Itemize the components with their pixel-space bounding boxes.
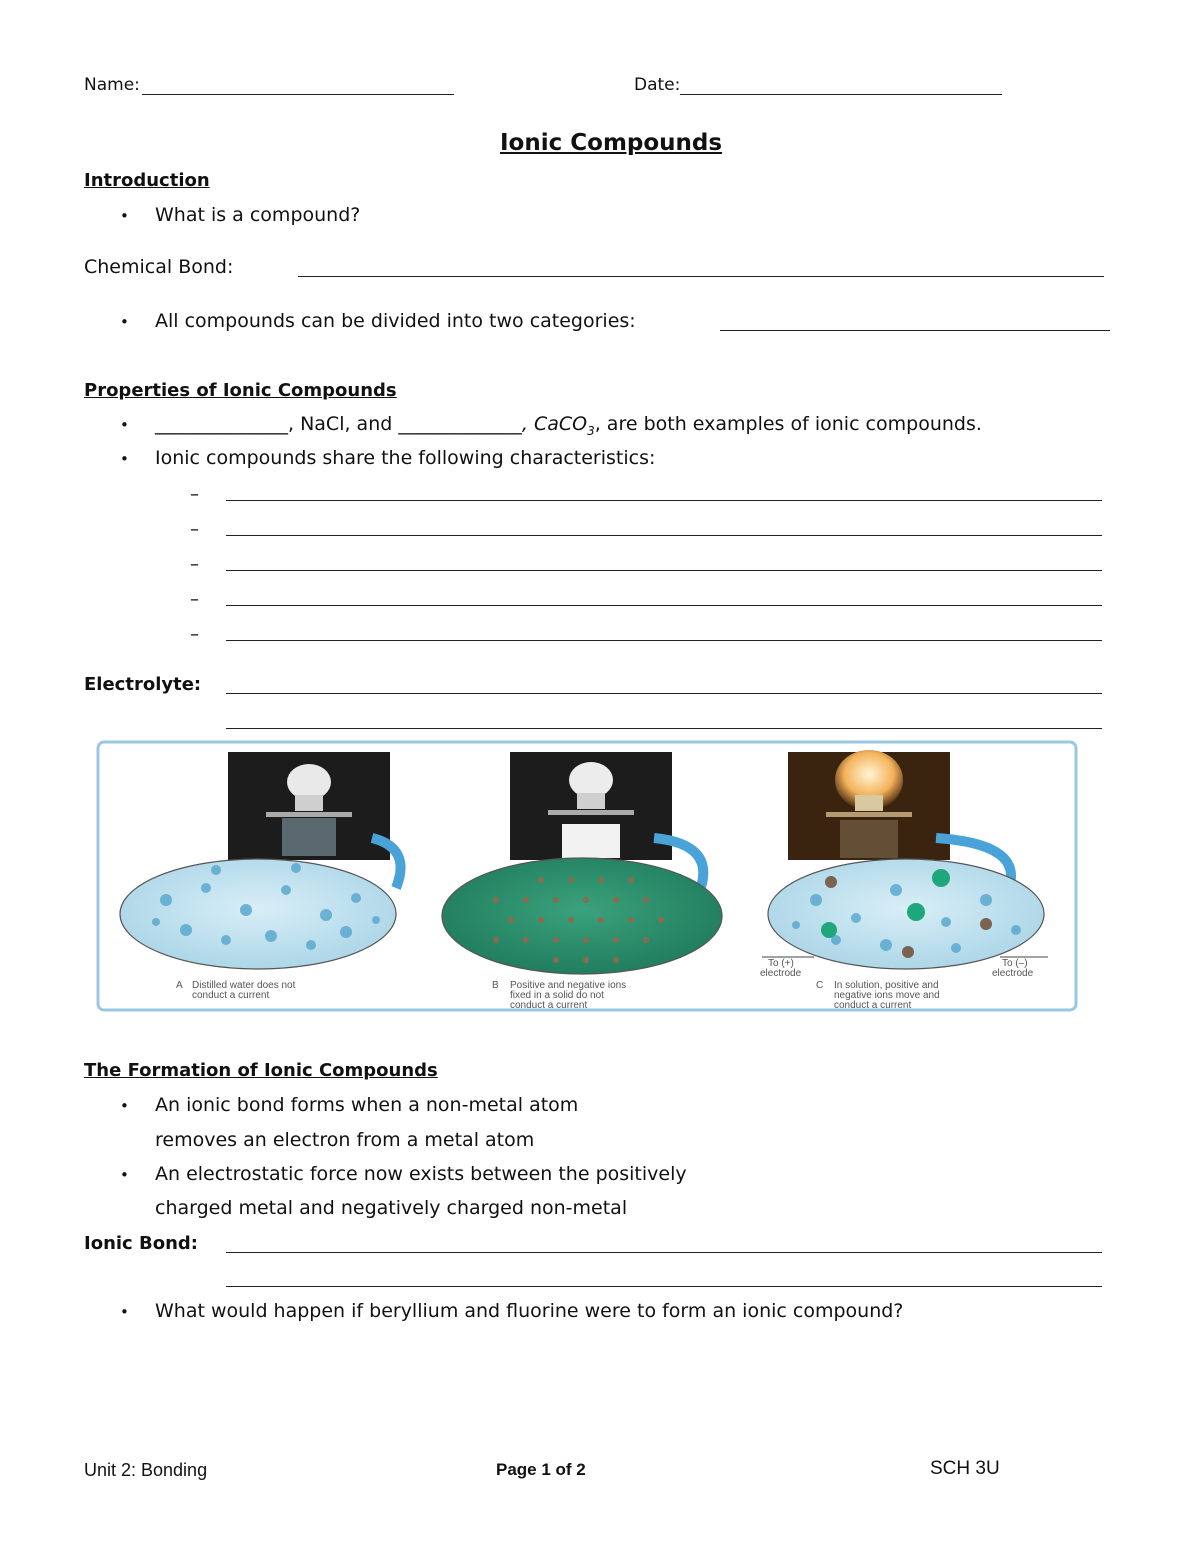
dash-icon: – [190, 554, 199, 575]
date-field[interactable] [680, 94, 1002, 95]
dash-icon: – [190, 589, 199, 610]
name-label: Name: [84, 75, 140, 95]
characteristics-text: Ionic compounds share the following characteristics: [155, 447, 656, 469]
formation-bullet2-line2: charged metal and negatively charged non-metal [155, 1197, 628, 1219]
footer-page: Page 1 of 2 [496, 1460, 586, 1479]
ionic-bond-blank[interactable] [226, 1252, 1102, 1253]
formation-bullet1-line2: removes an electron from a metal atom [155, 1129, 535, 1151]
electrolyte-blank[interactable] [226, 693, 1102, 694]
footer-course: SCH 3U [930, 1458, 1000, 1479]
formation-bullet2-line1: An electrostatic force now exists between the positively [155, 1163, 687, 1185]
properties-heading: Properties of Ionic Compounds [84, 380, 397, 401]
caption-b-line3: conduct a current [510, 1000, 588, 1011]
beryllium-question: What would happen if beryllium and fluorine were to form an ionic compound? [155, 1300, 904, 1322]
introduction-heading: Introduction [84, 170, 210, 191]
caption-a-line2: conduct a current [192, 990, 270, 1001]
dash-icon: – [190, 519, 199, 540]
caption-a-line1: Distilled water does not [192, 980, 296, 991]
date-label: Date: [634, 75, 681, 95]
bullet-icon: • [120, 450, 129, 468]
example-text-1: , NaCl, and [288, 413, 399, 435]
dash-icon: – [190, 484, 199, 505]
electrolyte-label: Electrolyte: [84, 674, 202, 695]
formation-bullet1-line1: An ionic bond forms when a non-metal atom [155, 1094, 579, 1116]
example-subscript: 3 [587, 423, 595, 438]
example-text-2: , CaCO [521, 413, 588, 435]
examples-sentence [155, 413, 982, 438]
caption-c-line3: conduct a current [834, 1000, 912, 1011]
ionic-bond-blank[interactable] [226, 1286, 1102, 1287]
caption-c-line2: negative ions move and [834, 990, 940, 1001]
page-title: Ionic Compounds [500, 130, 723, 156]
caption-c-line1: In solution, positive and [834, 980, 939, 991]
ionic-solid-view [442, 858, 722, 974]
example-blank-1[interactable]: ______________ [155, 413, 288, 435]
to-negative-electrode: To (–) [1002, 958, 1028, 969]
caption-a-letter: A [176, 980, 183, 991]
water-molecules-view [120, 859, 396, 969]
bullet-icon: • [120, 1166, 129, 1184]
name-field[interactable] [142, 94, 454, 95]
bullet-icon: • [120, 313, 129, 331]
compound-question: What is a compound? [155, 204, 361, 226]
bullet-icon: • [120, 1303, 129, 1321]
bullet-icon: • [120, 416, 129, 434]
dash-icon: – [190, 624, 199, 645]
chemical-bond-blank[interactable] [298, 276, 1104, 277]
caption-c-letter: C [816, 980, 824, 991]
conductivity-figure [96, 740, 1080, 1013]
bullet-icon: • [120, 207, 129, 225]
example-text-3: , are both examples of ionic compounds. [594, 413, 982, 435]
caption-b-line2: fixed in a solid do not [510, 990, 604, 1001]
categories-question: All compounds can be divided into two categories: [155, 310, 636, 332]
ionic-bond-label: Ionic Bond: [84, 1233, 198, 1254]
electrolyte-blank[interactable] [226, 728, 1102, 729]
footer-unit: Unit 2: Bonding [84, 1460, 208, 1480]
bullet-icon: • [120, 1097, 129, 1115]
formation-heading: The Formation of Ionic Compounds [84, 1060, 438, 1081]
characteristic-blank[interactable] [226, 500, 1102, 501]
characteristic-blank[interactable] [226, 605, 1102, 606]
to-positive-electrode-sub: electrode [760, 968, 802, 979]
chemical-bond-label: Chemical Bond: [84, 256, 234, 278]
categories-blank[interactable] [720, 330, 1110, 331]
characteristic-blank[interactable] [226, 535, 1102, 536]
characteristic-blank[interactable] [226, 640, 1102, 641]
to-positive-electrode: To (+) [768, 958, 794, 969]
characteristic-blank[interactable] [226, 570, 1102, 571]
caption-b-letter: B [492, 980, 499, 991]
to-negative-electrode-sub: electrode [992, 968, 1034, 979]
caption-b-line1: Positive and negative ions [510, 980, 627, 991]
example-blank-2[interactable]: _____________ [398, 413, 522, 435]
